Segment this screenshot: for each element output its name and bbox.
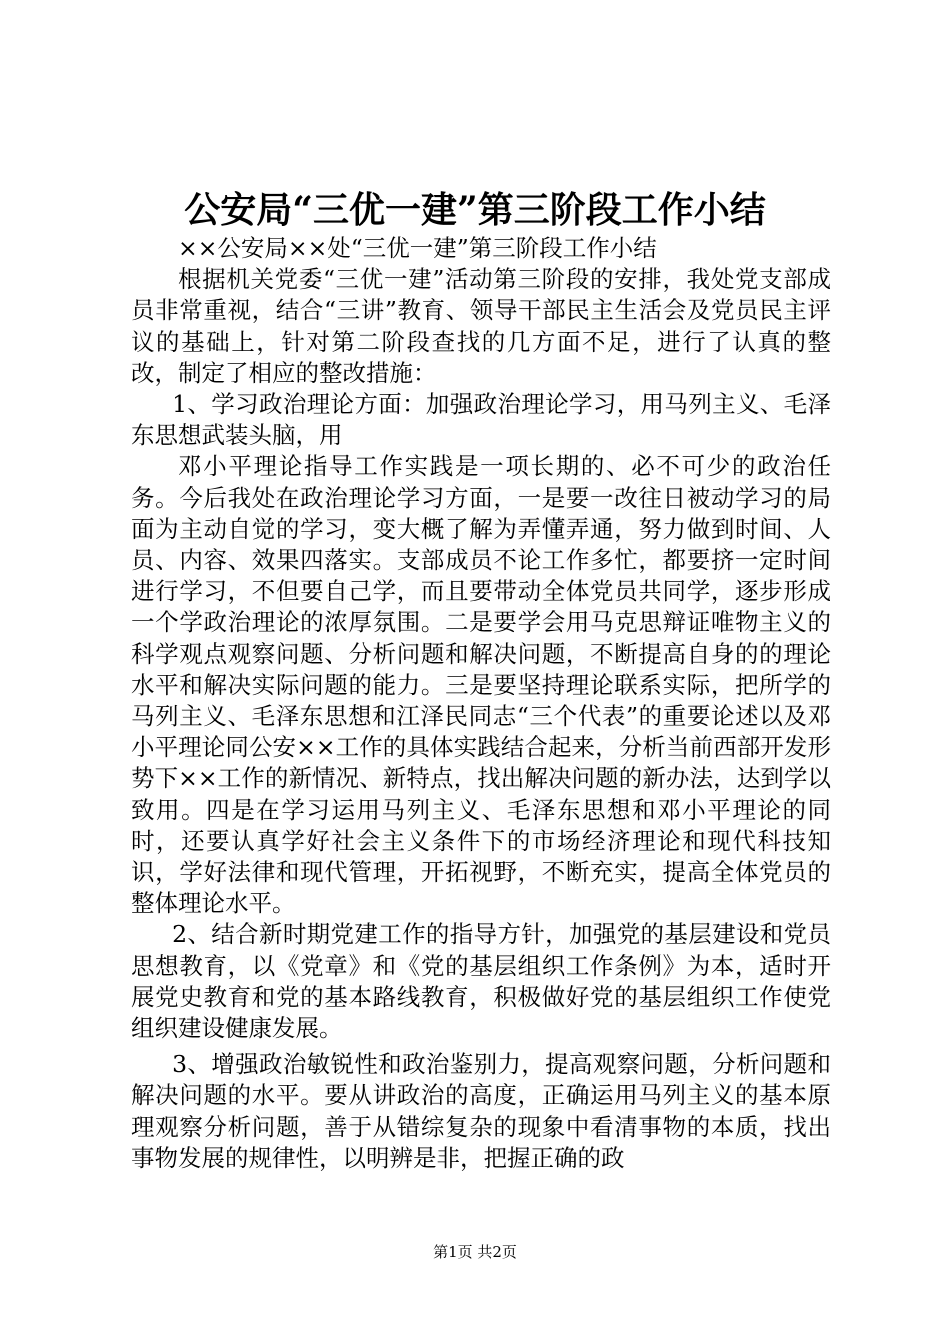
item-1-body-paragraph: 邓小平理论指导工作实践是一项长期的、必不可少的政治任务。今后我处在政治理论学习方面，一是要一改往日被动学习的局面为主动自觉的学习，变大概了解为弄懂弄通，努力做到时间、人员、内容、效果四落实。支部成员不论工作多忙，都要挤一定时间进行学习，不但要自己学，而且要带动全体党员共同学，逐步形成一个学政治理论的浓厚氛围。二是要学会用马克思辩证唯物主义的科学观点观察问题、分析问题和解决问题，不断提高自身的的理论水平和解决实际问题的能力。三是要坚持理论联系实际，把所学的马列主义、毛泽东思想和江泽民同志“三个代表”的重要论述以及邓小平理论同公安××工作的具体实践结合起来，分析当前西部开发形势下××工作的新情况、新特点，找出解决问题的新办法，达到学以致用。四是在学习运用马列主义、毛泽东思想和邓小平理论的同时，还要认真学好社会主义条件下的市场经济理论和现代科技知识，学好法律和现代管理，开拓视野，不断充实，提高全体党员的整体理论水平。 [131, 452, 831, 918]
document-body [131, 233, 831, 1174]
document-title: 公安局“三优一建”第三阶段工作小结 [184, 189, 766, 231]
subtitle-paragraph: ××公安局××处“三优一建”第三阶段工作小结 [178, 234, 657, 262]
item-2-paragraph: 2、结合新时期党建工作的指导方针，加强党的基层建设和党员思想教育，以《党章》和《党的基层组织工作条例》为本，适时开展党史教育和党的基本路线教育，积极做好党的基层组织工作使党组织建设健康发展。 [131, 920, 831, 1043]
page-number-footer: 第1页 共2页 [433, 1243, 517, 1261]
intro-paragraph: 根据机关党委“三优一建”活动第三阶段的安排，我处党支部成员非常重视，结合“三讲”教育、领导干部民主生活会及党员民主评议的基础上，针对第二阶段查找的几方面不足，进行了认真的整改，制定了相应的整改措施： [131, 265, 831, 387]
item-3-paragraph: 3、增强政治敏锐性和政治鉴别力，提高观察问题，分析问题和解决问题的水平。要从讲政治的高度，正确运用马列主义的基本原理观察分析问题，善于从错综复杂的现象中看清事物的本质，找出事物发展的规律性，以明辨是非，把握正确的政 [131, 1050, 831, 1172]
item-1-heading-paragraph: 1、学习政治理论方面：加强政治理论学习，用马列主义、毛泽东思想武装头脑，用 [131, 390, 831, 450]
